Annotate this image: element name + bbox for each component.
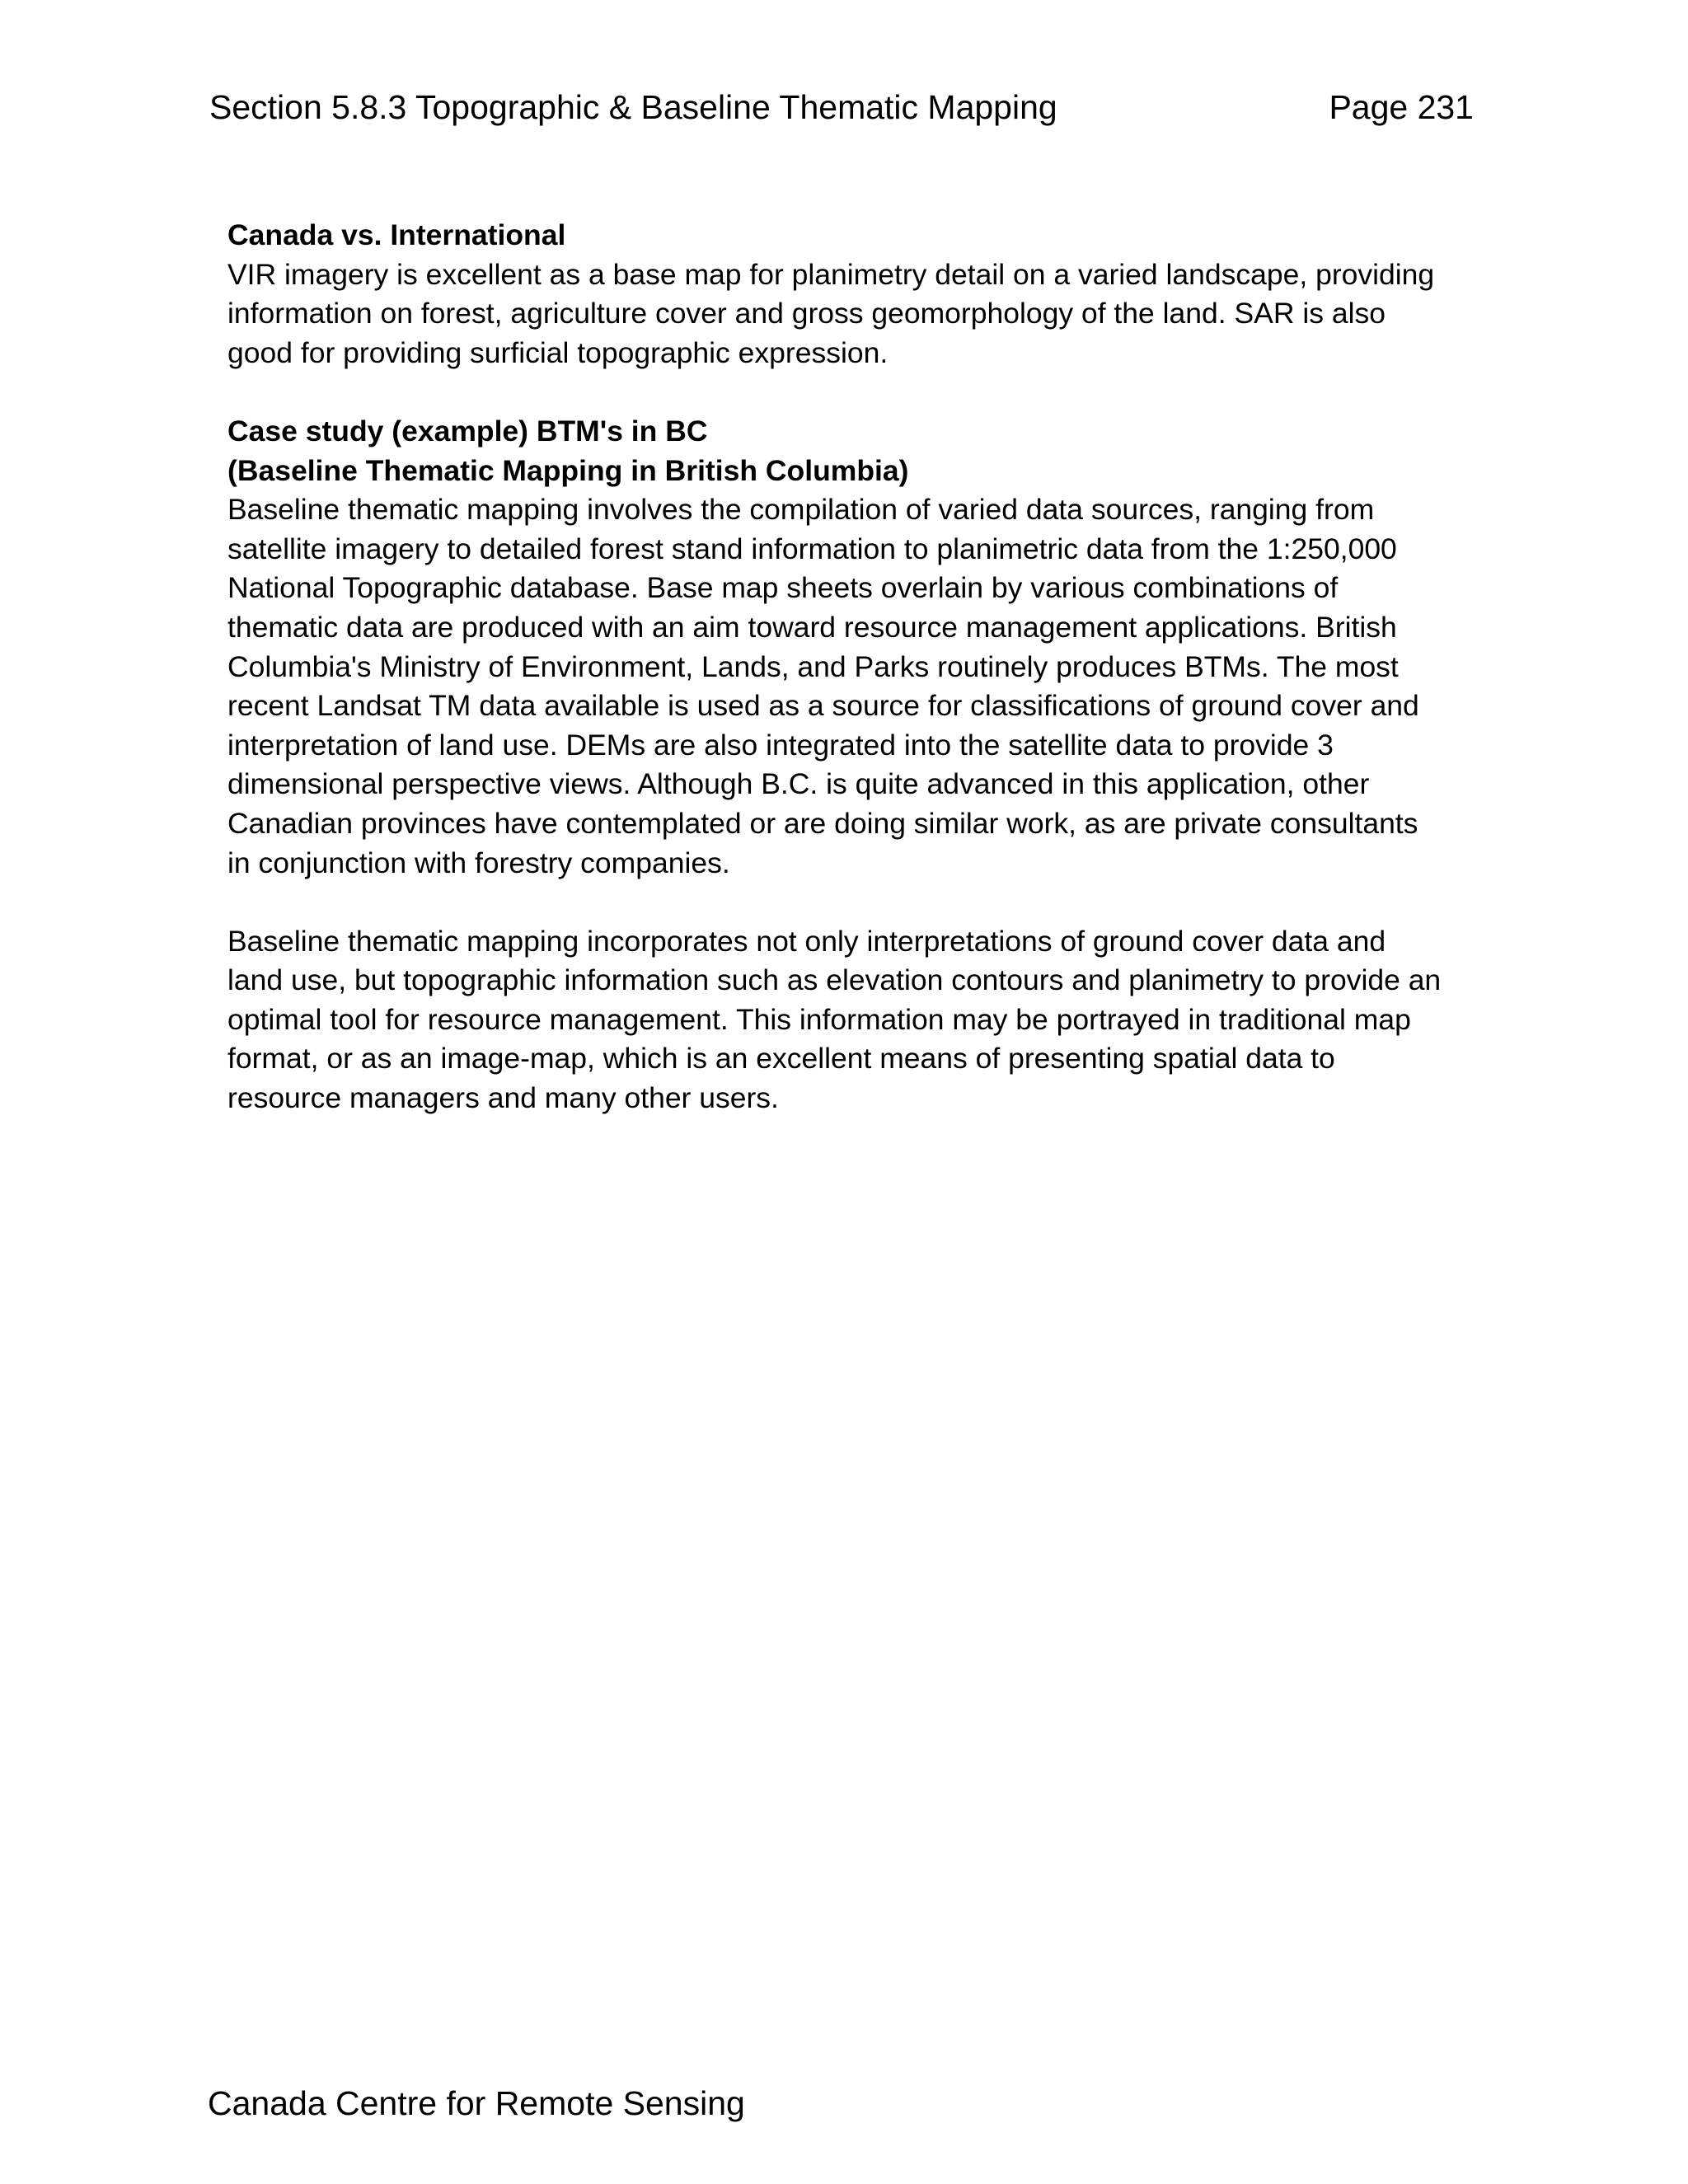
- paragraph-line: recent Landsat TM data available is used as a source for classifications of ground cover and: [227, 689, 1419, 723]
- paragraph-line: information on forest, agriculture cover and gross geomorphology of the land. SAR is also: [227, 297, 1386, 330]
- page-number: Page 231: [1329, 88, 1474, 126]
- paragraph-line: in conjunction with forestry companies.: [227, 846, 730, 879]
- section-canada-vs-international: [227, 216, 1480, 373]
- section-title: Section 5.8.3 Topographic & Baseline Thematic Mapping: [209, 88, 1057, 126]
- paragraph-line: optimal tool for resource management. This information may be portrayed in traditional map: [227, 1002, 1411, 1036]
- page-footer: Canada Centre for Remote Sensing: [208, 2084, 745, 2122]
- paragraph-line: thematic data are produced with an aim toward resource management applications. British: [227, 610, 1397, 644]
- section-subheading: (Baseline Thematic Mapping in British Columbia): [227, 453, 909, 487]
- paragraph-line: land use, but topographic information such as elevation contours and planimetry to provide an: [227, 963, 1442, 997]
- paragraph-line: VIR imagery is excellent as a base map for planimetry detail on a varied landscape, providing: [227, 257, 1435, 291]
- paragraph-line: Baseline thematic mapping incorporates not only interpretations of ground cover data and: [227, 924, 1386, 958]
- section-case-study: [227, 412, 1480, 883]
- paragraph-line: interpretation of land use. DEMs are also integrated into the satellite data to provide 3: [227, 728, 1334, 762]
- section-heading: Case study (example) BTM's in BC: [227, 414, 708, 448]
- paragraph-line: National Topographic database. Base map sheets overlain by various combinations of: [227, 571, 1339, 605]
- paragraph-line: Baseline thematic mapping involves the compilation of varied data sources, ranging from: [227, 493, 1375, 527]
- paragraph-line: satellite imagery to detailed forest stand information to planimetric data from the 1:250,000: [227, 532, 1397, 565]
- document-body: [227, 216, 1480, 1118]
- paragraph-line: good for providing surficial topographic expression.: [227, 335, 889, 369]
- section-heading: Canada vs. International: [227, 218, 566, 251]
- paragraph-line: resource managers and many other users.: [227, 1081, 779, 1115]
- paragraph-line: format, or as an image-map, which is an excellent means of presenting spatial data to: [227, 1042, 1335, 1076]
- paragraph-line: Canadian provinces have contemplated or are doing similar work, as are private consultants: [227, 806, 1418, 840]
- section-btm-paragraph: [227, 922, 1480, 1118]
- paragraph-line: dimensional perspective views. Although B.C. is quite advanced in this application, other: [227, 767, 1370, 801]
- page-header: [209, 81, 1474, 134]
- paragraph-line: Columbia's Ministry of Environment, Lands, and Parks routinely produces BTMs. The most: [227, 649, 1399, 683]
